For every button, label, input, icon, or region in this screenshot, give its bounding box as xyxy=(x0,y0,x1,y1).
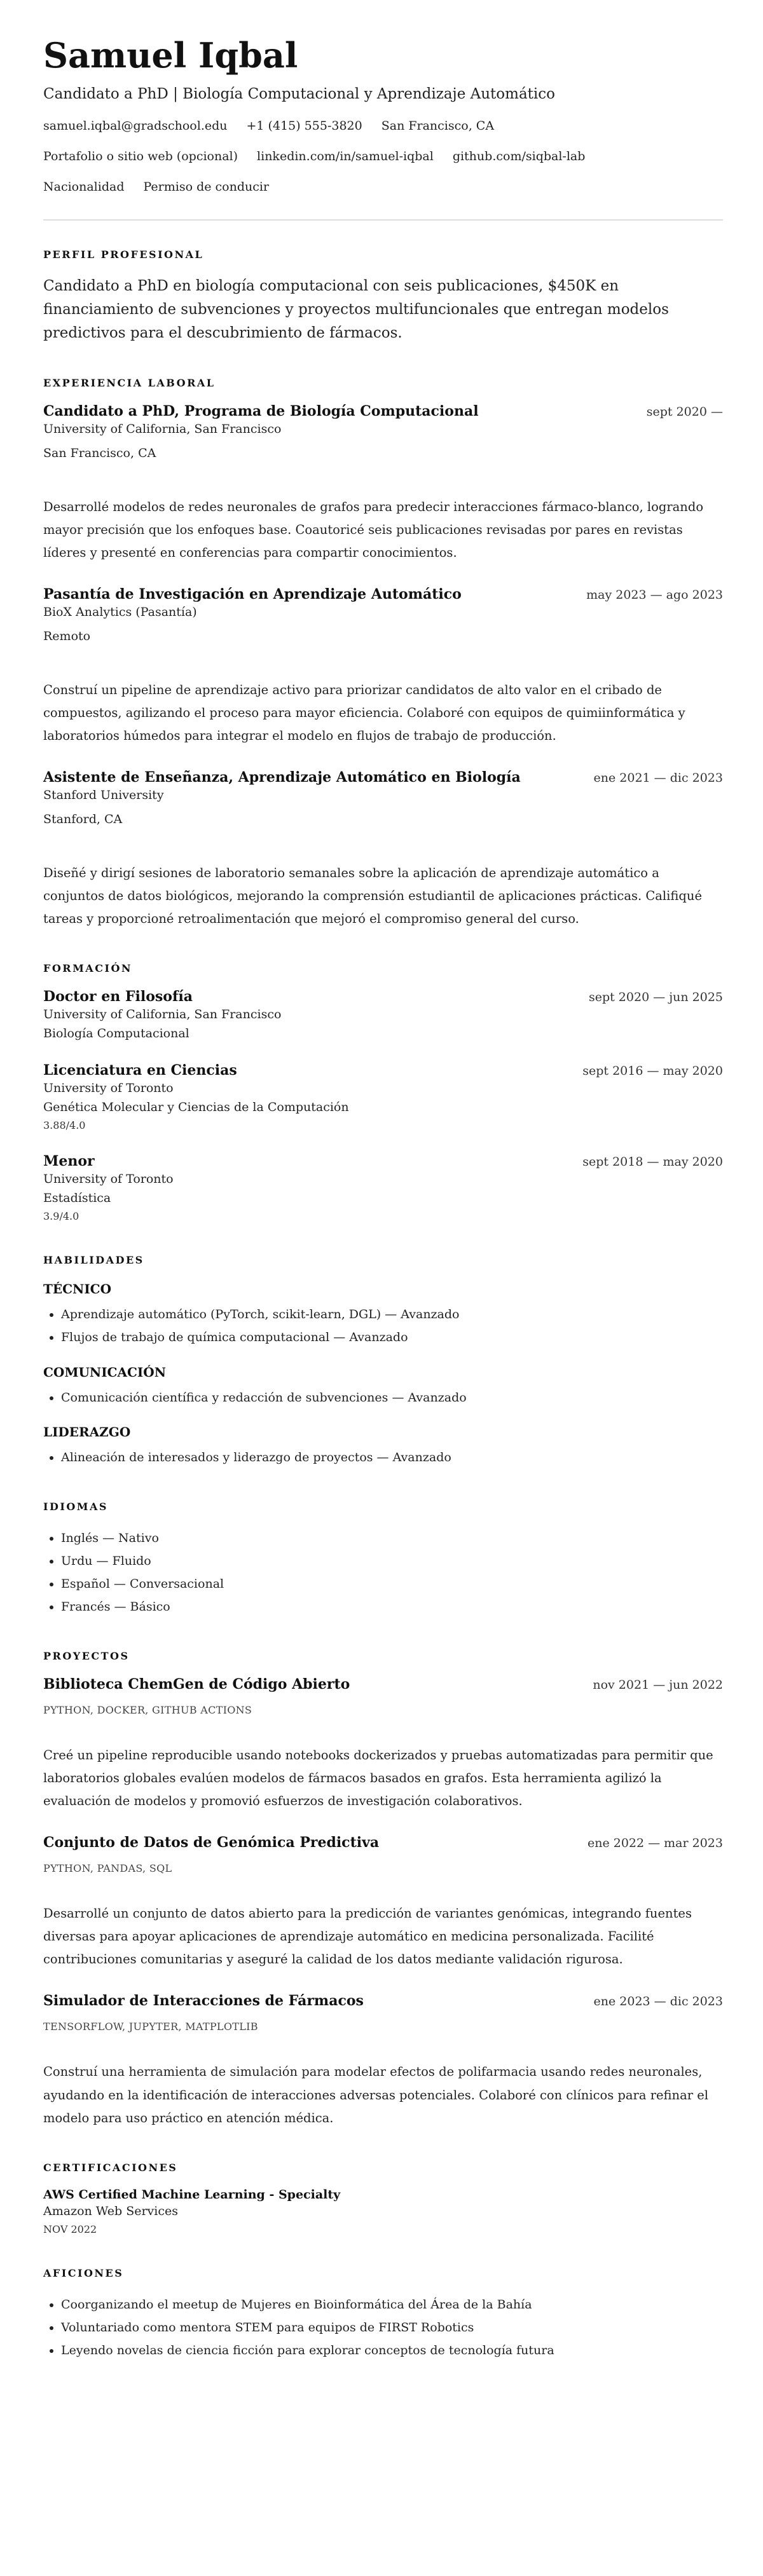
job-location: Remoto xyxy=(43,629,91,643)
job-description: Desarrollé modelos de redes neuronales de grafos para predecir interacciones fármaco-blanco, logrando mayor precisión que los enfoques base. Coautoricé seis publicaciones revisadas por pares en revistas líderes y presenté en conferencias para compartir conocimientos. xyxy=(43,499,704,560)
job-date: may 2023 — ago 2023 xyxy=(586,587,723,602)
job-description: Diseñé y dirigí sesiones de laboratorio semanales sobre la aplicación de aprendizaje automático a conjuntos de datos biológicos, mejorando la comprensión estudiantil de aplicaciones prácticas. Califiqué tareas y proporcioné retroalimentación que mejoró el compromiso general del curso. xyxy=(43,866,702,927)
experience-entry xyxy=(43,586,723,747)
hobby-item: • Leyendo novelas de ciencia ficción para explorar conceptos de tecnología futura xyxy=(61,2339,723,2362)
links-row xyxy=(43,149,723,163)
school: University of California, San Francisco xyxy=(43,1007,282,1022)
field-of-study: Genética Molecular y Ciencias de la Computación xyxy=(43,1100,349,1115)
hobby-item: • Coorganizando el meetup de Mujeres en Bioinformática del Área de la Bahía xyxy=(61,2293,723,2316)
entry-header xyxy=(43,988,723,1005)
experience-section xyxy=(43,377,723,931)
degree: Doctor en Filosofía xyxy=(43,988,193,1005)
project-date: nov 2021 — jun 2022 xyxy=(593,1678,723,1693)
organization: Stanford University xyxy=(43,788,164,803)
location: San Francisco, CA xyxy=(381,119,495,133)
project-tech-tags: TENSORFLOW, JUPYTER, MATPLOTLIB xyxy=(43,2021,258,2033)
header-divider xyxy=(43,219,723,221)
project-tech-tags: PYTHON, DOCKER, GITHUB ACTIONS xyxy=(43,1704,252,1717)
section-title: PERFIL PROFESIONAL xyxy=(43,249,204,261)
section-title: AFICIONES xyxy=(43,2266,124,2279)
section-title: HABILIDADES xyxy=(43,1254,144,1267)
skill-item: • Aprendizaje automático (PyTorch, scikit-learn, DGL) — Avanzado xyxy=(61,1303,723,1326)
email-link[interactable]: samuel.iqbal@gradschool.edu xyxy=(43,119,228,133)
project-entry xyxy=(43,1676,723,1813)
project-description: Construí una herramienta de simulación para modelar efectos de polifarmacia usando redes neuronales, ayudando en la identificación de interacciones adversas potenciales. Colaboré con clínicos para refinar el modelo para uso práctico en atención médica. xyxy=(43,2064,709,2125)
school: University of Toronto xyxy=(43,1081,174,1096)
entry-header xyxy=(43,1153,723,1169)
languages-list xyxy=(43,1527,723,1618)
degree: Menor xyxy=(43,1153,95,1170)
section-title: PROYECTOS xyxy=(43,1650,130,1663)
summary-text: Candidato a PhD en biología computacional con seis publicaciones, $450K en financiamiento de subvenciones y proyectos multifuncionales que entregan modelos predictivos para el descubrimiento de fármacos. xyxy=(43,278,669,341)
project-tech-tags: PYTHON, PANDAS, SQL xyxy=(43,1862,172,1875)
job-location: Stanford, CA xyxy=(43,812,123,827)
nationality: Nacionalidad xyxy=(43,180,125,194)
project-date: ene 2023 — dic 2023 xyxy=(593,1994,723,2009)
skill-category: LIDERAZGO xyxy=(43,1424,131,1440)
gpa: 3.88/4.0 xyxy=(43,1119,86,1132)
hobbies-section xyxy=(43,2267,723,2362)
degree: Licenciatura en Ciencias xyxy=(43,1062,237,1079)
project-entry xyxy=(43,1834,723,1971)
resume-header xyxy=(43,37,723,194)
education-date: sept 2016 — may 2020 xyxy=(582,1064,723,1079)
field-of-study: Biología Computacional xyxy=(43,1026,189,1041)
certification-entry xyxy=(43,2188,723,2235)
skill-list xyxy=(43,1446,723,1469)
drivers-license: Permiso de conducir xyxy=(143,180,270,194)
entry-header xyxy=(43,1062,723,1079)
experience-entry xyxy=(43,769,723,930)
school: University of Toronto xyxy=(43,1172,174,1187)
project-description: Desarrollé un conjunto de datos abierto para la predicción de variantes genómicas, integrando fuentes diversas para apoyar aplicaciones de aprendizaje automático en medicina personalizada. Facilité contribuciones comunitarias y aseguré la calidad de los datos mediante validación rigurosa. xyxy=(43,1906,692,1967)
certification-name: AWS Certified Machine Learning - Specialty xyxy=(43,2187,341,2202)
section-title: FORMACIÓN xyxy=(43,962,132,975)
languages-section xyxy=(43,1501,723,1618)
entry-header xyxy=(43,1834,723,1851)
education-section xyxy=(43,962,723,1222)
candidate-name: Samuel Iqbal xyxy=(43,35,298,76)
headline: Candidato a PhD | Biología Computacional y Aprendizaje Automático xyxy=(43,86,555,103)
organization: University of California, San Francisco xyxy=(43,421,282,436)
skill-list xyxy=(43,1386,723,1409)
skill-list xyxy=(43,1303,723,1349)
job-description: Construí un pipeline de aprendizaje activo para priorizar candidatos de alto valor en el cribado de compuestos, agilizando el proceso para mayor eficiencia. Colaboré con equipos de quimiinformática y laboratorios húmedos para integrar el modelo en flujos de trabajo de producción. xyxy=(43,682,685,744)
field-of-study: Estadística xyxy=(43,1191,111,1206)
job-date: ene 2021 — dic 2023 xyxy=(593,771,723,786)
language-item: • Urdu — Fluido xyxy=(61,1550,723,1572)
phone: +1 (415) 555-3820 xyxy=(246,119,362,133)
projects-section xyxy=(43,1650,723,2130)
education-entry xyxy=(43,988,723,1040)
github-link[interactable]: github.com/siqbal-lab xyxy=(452,149,586,164)
education-entry xyxy=(43,1062,723,1131)
section-title: EXPERIENCIA LABORAL xyxy=(43,376,216,389)
education-date: sept 2020 — jun 2025 xyxy=(588,990,723,1005)
summary-section xyxy=(43,249,723,344)
entry-header xyxy=(43,769,723,786)
skills-section xyxy=(43,1254,723,1468)
skill-category: COMUNICACIÓN xyxy=(43,1364,166,1380)
hobby-item: • Voluntariado como mentora STEM para equipos de FIRST Robotics xyxy=(61,2316,723,2339)
entry-header xyxy=(43,586,723,603)
language-item: • Inglés — Nativo xyxy=(61,1527,723,1550)
skill-item: • Comunicación científica y redacción de subvenciones — Avanzado xyxy=(61,1386,723,1409)
language-item: • Español — Conversacional xyxy=(61,1572,723,1595)
organization: BioX Analytics (Pasantía) xyxy=(43,604,197,619)
certification-date: NOV 2022 xyxy=(43,2223,97,2235)
portfolio-link[interactable]: Portafolio o sitio web (opcional) xyxy=(43,149,238,164)
certifications-section xyxy=(43,2162,723,2235)
skill-category: TÉCNICO xyxy=(43,1281,112,1297)
contact-row xyxy=(43,119,723,133)
project-title: Biblioteca ChemGen de Código Abierto xyxy=(43,1676,350,1693)
section-title: IDIOMAS xyxy=(43,1500,108,1513)
entry-header xyxy=(43,1993,723,2009)
extra-info-row xyxy=(43,180,723,194)
hobbies-list xyxy=(43,2293,723,2362)
project-entry xyxy=(43,1993,723,2129)
job-title: Candidato a PhD, Programa de Biología Computacional xyxy=(43,402,479,419)
skill-item: • Flujos de trabajo de química computacional — Avanzado xyxy=(61,1326,723,1349)
entry-header xyxy=(43,403,723,419)
education-date: sept 2018 — may 2020 xyxy=(582,1155,723,1169)
certification-issuer: Amazon Web Services xyxy=(43,2204,179,2218)
job-title: Asistente de Enseñanza, Aprendizaje Automático en Biología xyxy=(43,769,521,786)
project-title: Simulador de Interacciones de Fármacos xyxy=(43,1993,364,2010)
section-title: CERTIFICACIONES xyxy=(43,2161,178,2174)
project-description: Creé un pipeline reproducible usando notebooks dockerizados y pruebas automatizadas para permitir que laboratorios globales evalúen modelos de fármacos basados en grafos. Esta herramienta agilizó la evaluación de modelos y promovió esfuerzos de investigación colaborativos. xyxy=(43,1748,713,1809)
linkedin-link[interactable]: linkedin.com/in/samuel-iqbal xyxy=(257,149,434,164)
job-title: Pasantía de Investigación en Aprendizaje Automático xyxy=(43,585,462,603)
project-title: Conjunto de Datos de Genómica Predictiva xyxy=(43,1834,380,1851)
entry-header xyxy=(43,1676,723,1693)
language-item: • Francés — Básico xyxy=(61,1595,723,1618)
job-date: sept 2020 — xyxy=(646,404,723,419)
project-date: ene 2022 — mar 2023 xyxy=(587,1836,723,1851)
gpa: 3.9/4.0 xyxy=(43,1210,79,1223)
job-location: San Francisco, CA xyxy=(43,446,156,460)
skill-item: • Alineación de interesados y liderazgo de proyectos — Avanzado xyxy=(61,1446,723,1469)
experience-entry xyxy=(43,403,723,564)
education-entry xyxy=(43,1153,723,1222)
